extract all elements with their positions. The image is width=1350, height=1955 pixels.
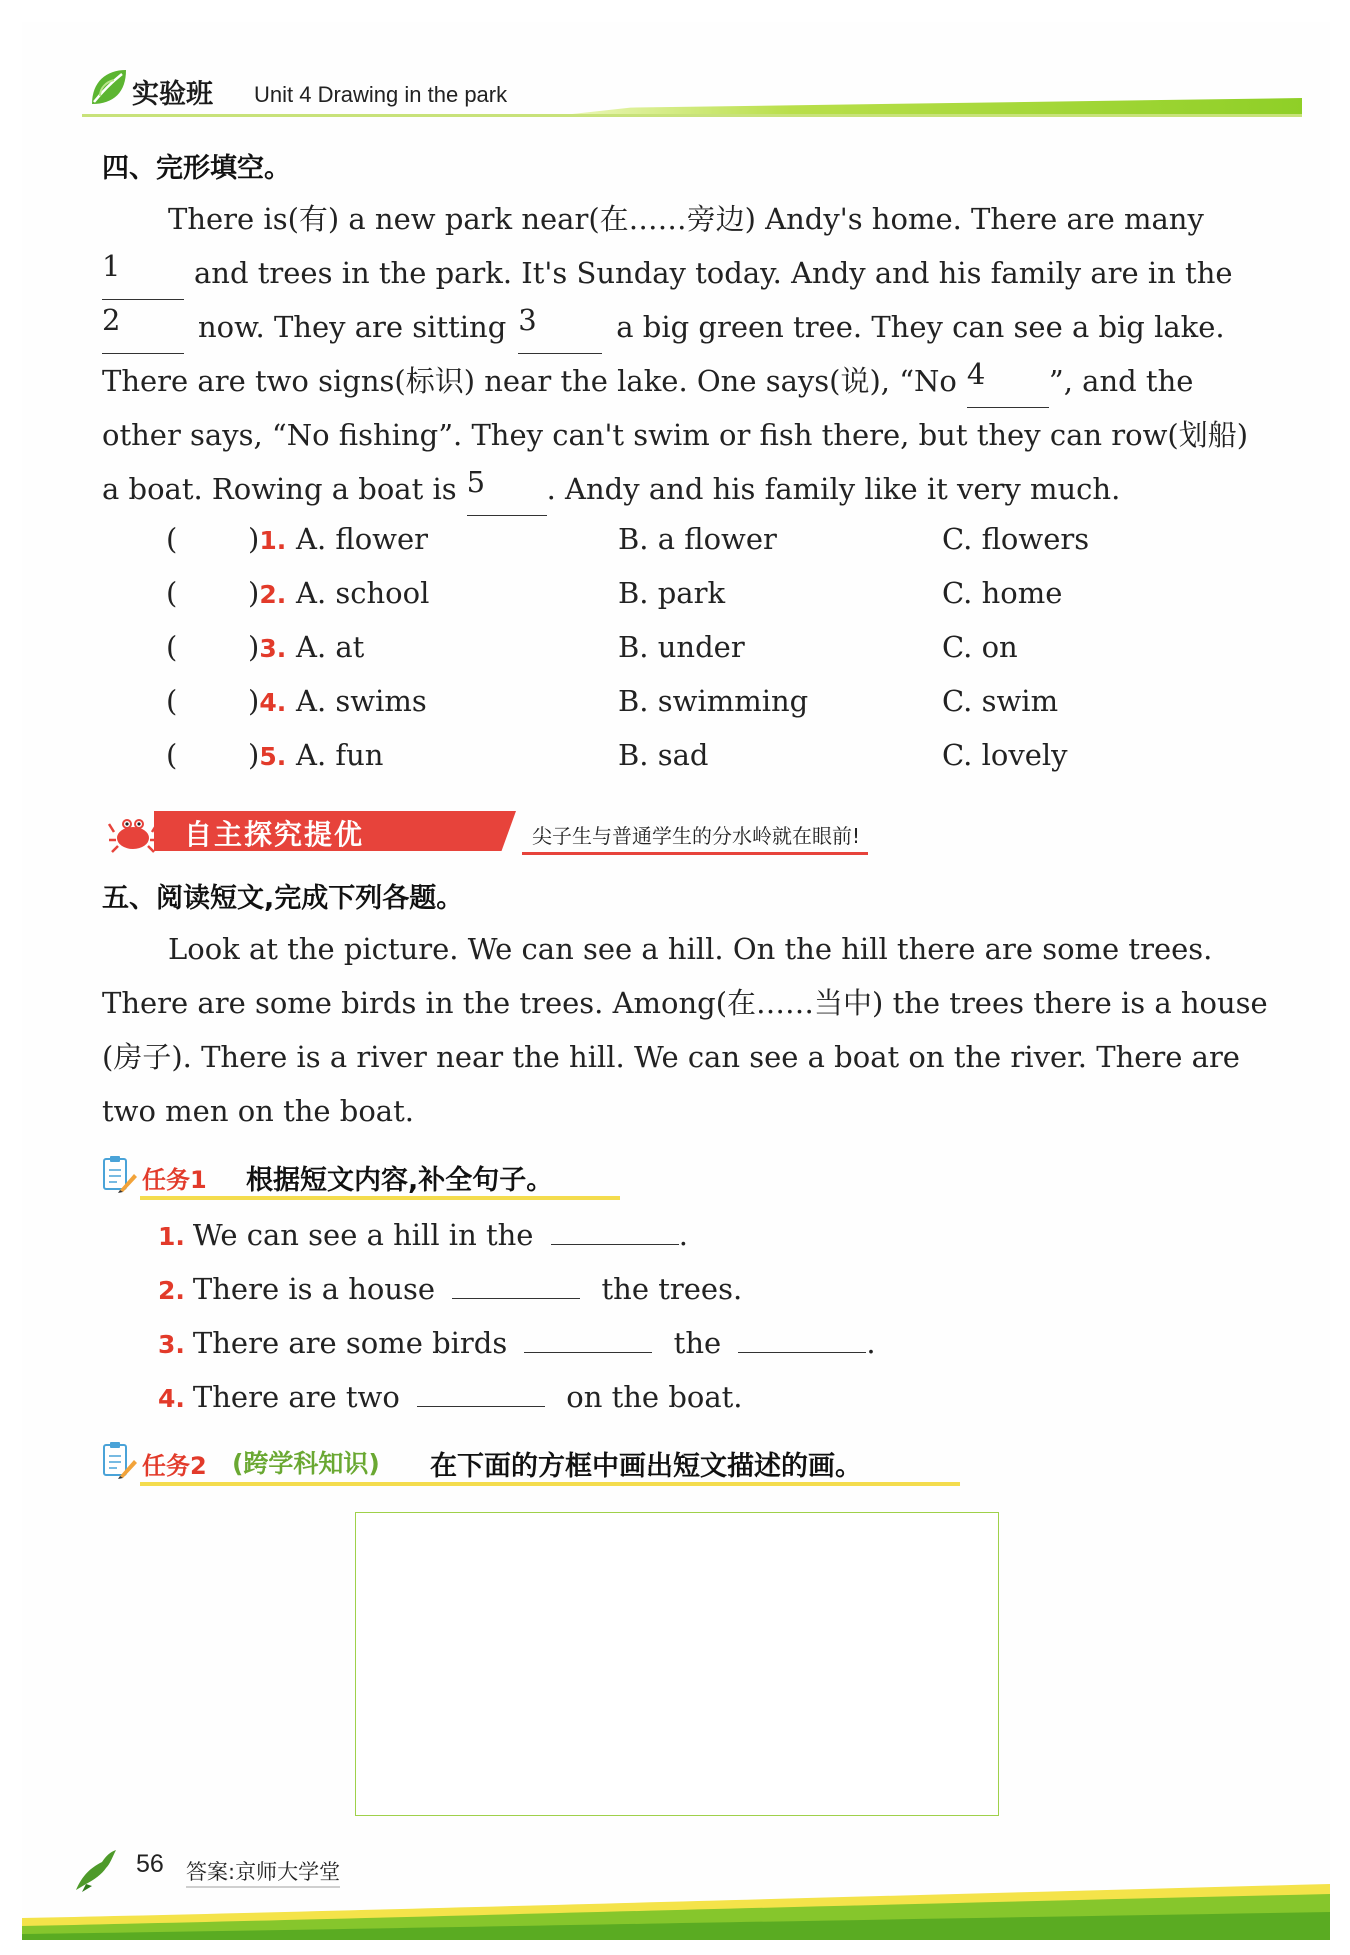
reading-passage [102, 922, 1268, 1138]
answer-slot[interactable] [248, 684, 286, 718]
reading-line-4 [102, 1084, 1254, 1138]
question-number: 1. [259, 526, 287, 555]
item-number: 3. [158, 1330, 185, 1359]
task1-item-4 [158, 1370, 743, 1426]
option-c: C. home [942, 576, 1063, 610]
item-number: 2. [158, 1276, 185, 1305]
cloze-blank-4[interactable]: 4 [967, 354, 1049, 408]
answer-paren-close: ) [248, 630, 260, 664]
option-b: B. under [618, 630, 745, 664]
cloze-line-5 [102, 408, 1254, 462]
option-b: B. swimming [618, 684, 809, 718]
reading-text: (房子). There is a river near the hill. We can see a boat on the river. There are [102, 1040, 1240, 1074]
cloze-line-4 [102, 354, 1254, 408]
task2-header [100, 1440, 960, 1484]
item-number: 4. [158, 1384, 185, 1413]
banner-subtitle: 尖子生与普通学生的分水岭就在眼前! [532, 824, 861, 848]
cloze-text: . Andy and his family like it very much. [546, 472, 1121, 506]
item-text: on the boat. [566, 1380, 743, 1414]
cloze-text [194, 246, 1254, 300]
answer-slot[interactable] [248, 576, 286, 610]
item-text: There are some birds [192, 1326, 508, 1360]
answer-blank[interactable] [551, 1244, 679, 1245]
answer-paren-close: ) [248, 684, 260, 718]
section4-heading: 四、完形填空。 [102, 153, 291, 184]
item-number: 1. [158, 1222, 185, 1251]
task1-item-2 [158, 1262, 742, 1318]
question-number: 3. [259, 634, 287, 663]
option-b: B. park [618, 576, 726, 610]
answer-blank[interactable] [738, 1352, 866, 1353]
answer-slot[interactable] [248, 738, 286, 772]
answer-paren-close: ) [248, 522, 260, 556]
option-c: C. lovely [942, 738, 1068, 772]
answer-blank[interactable] [452, 1298, 580, 1299]
question-number: 5. [259, 742, 287, 771]
brand-title: 实验班 [132, 79, 213, 110]
item-text: . [678, 1218, 688, 1252]
cloze-text: now. They are sitting [198, 310, 507, 344]
cloze-line-6 [102, 462, 1254, 516]
task1-title: 根据短文内容,补全句子。 [246, 1165, 554, 1196]
reading-line-3 [102, 1030, 1254, 1084]
option-b: B. a flower [618, 522, 777, 556]
answer-slot[interactable] [248, 630, 286, 664]
task1-item-3 [158, 1316, 876, 1372]
reading-line-2 [102, 976, 1268, 1030]
item-text: There is a house [192, 1272, 436, 1306]
answer-source: 答案:京师大学堂 [186, 1856, 340, 1888]
footer-wave [22, 1882, 1330, 1940]
item-text: We can see a hill in the [192, 1218, 534, 1252]
option-a: A. at [296, 630, 365, 664]
task1-underline [140, 1196, 620, 1200]
item-text: . [866, 1326, 876, 1360]
question-row-1 [166, 522, 1266, 576]
option-a: A. school [296, 576, 430, 610]
item-text: the [673, 1326, 722, 1360]
task2-title: 在下面的方框中画出短文描述的画。 [430, 1451, 862, 1482]
cloze-text: There is(有) a new park near(在……旁边) Andy's home. There are many [168, 202, 1204, 236]
cloze-line-1 [102, 192, 1254, 246]
header-green-bar [572, 98, 1302, 114]
cloze-text: a big green tree. They can see a big lake. [616, 310, 1225, 344]
option-c: C. flowers [942, 522, 1090, 556]
question-number: 2. [259, 580, 287, 609]
banner-underline [522, 852, 868, 855]
reading-text: Look at the picture. We can see a hill. On the hill there are some trees. [168, 932, 1213, 966]
answer-paren-close: ) [248, 576, 260, 610]
option-c: C. on [942, 630, 1018, 664]
option-a: A. flower [296, 522, 429, 556]
cloze-text: a boat. Rowing a boat is [102, 472, 457, 506]
question-number: 4. [259, 688, 287, 717]
cloze-text: other says, “No fishing”. They can't swim or fish there, but they can row(划船) [102, 418, 1249, 452]
answer-blank[interactable] [524, 1352, 652, 1353]
task2-label: 任务2 [142, 1452, 207, 1480]
header [82, 62, 1302, 120]
header-rule [82, 114, 1302, 117]
answer-blank[interactable] [417, 1406, 545, 1407]
task1-header [100, 1154, 630, 1198]
clipboard-pencil-icon [100, 1440, 138, 1480]
clipboard-pencil-icon [100, 1154, 138, 1194]
option-a: A. swims [296, 684, 427, 718]
task2-underline [140, 1482, 960, 1486]
answer-paren-close: ) [248, 738, 260, 772]
leaf-logo-icon [86, 66, 130, 110]
cloze-text: ”, and the [1048, 364, 1194, 398]
answer-paren-open: ( [166, 576, 178, 610]
question-row-2 [166, 576, 1266, 630]
option-b: B. sad [618, 738, 709, 772]
task1-label: 任务1 [142, 1166, 207, 1194]
cloze-blank-2[interactable]: 2 [102, 300, 184, 354]
unit-title: Unit 4 Drawing in the park [254, 82, 508, 107]
reading-text: There are some birds in the trees. Among(在……当中) the trees there is a house [102, 986, 1268, 1020]
task2-cross-subject: (跨学科知识) [232, 1449, 380, 1478]
item-text: the trees. [601, 1272, 743, 1306]
reading-text: two men on the boat. [102, 1094, 414, 1128]
question-row-5 [166, 738, 1266, 792]
section-banner [108, 808, 868, 858]
cloze-line-2 [102, 246, 1254, 300]
answer-paren-open: ( [166, 738, 178, 772]
option-c: C. swim [942, 684, 1059, 718]
cloze-blank-1[interactable]: 1 [102, 246, 184, 300]
dragon-logo-icon [72, 1846, 118, 1894]
cloze-text: There are two signs(标识) near the lake. One says(说), “No [102, 364, 957, 398]
drawing-box[interactable] [355, 1512, 999, 1816]
option-a: A. fun [296, 738, 384, 772]
page-number: 56 [136, 1850, 164, 1878]
answer-paren-open: ( [166, 684, 178, 718]
cloze-options [166, 522, 1266, 792]
reading-line-1 [102, 922, 1254, 976]
cloze-text-seg: and trees in the park. It's Sunday today. Andy and his family are in the [194, 256, 1233, 290]
item-text: There are two [192, 1380, 400, 1414]
crab-icon [108, 810, 158, 854]
cloze-blank-3[interactable]: 3 [518, 300, 602, 354]
answer-paren-open: ( [166, 630, 178, 664]
banner-title: 自主探究提优 [184, 818, 365, 851]
cloze-passage [102, 192, 1254, 516]
section5-heading: 五、阅读短文,完成下列各题。 [102, 883, 464, 914]
cloze-blank-5[interactable]: 5 [467, 462, 547, 516]
question-row-4 [166, 684, 1266, 738]
task1-item-1 [158, 1208, 688, 1264]
answer-slot[interactable] [248, 522, 286, 556]
answer-paren-open: ( [166, 522, 178, 556]
cloze-line-3 [102, 300, 1254, 354]
question-row-3 [166, 630, 1266, 684]
